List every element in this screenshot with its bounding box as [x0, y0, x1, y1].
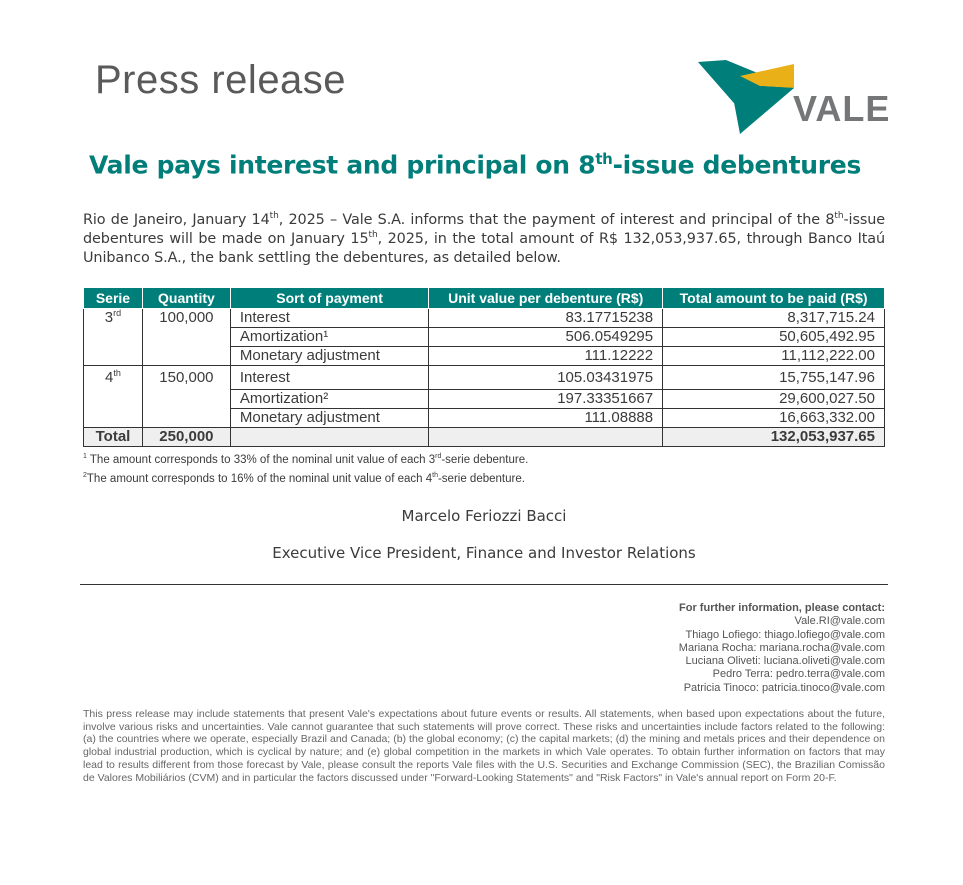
total-label: Total: [84, 428, 143, 447]
total-cell: 8,317,715.24: [663, 309, 885, 328]
sort-cell: Interest: [230, 309, 428, 328]
sort-cell: Amortization¹: [230, 328, 428, 347]
debenture-payment-table: [83, 287, 885, 447]
sort-cell: Interest: [230, 366, 428, 390]
col-quantity: Quantity: [142, 288, 230, 309]
total-cell: 29,600,027.50: [663, 390, 885, 409]
total-amount: 132,053,937.65: [663, 428, 885, 447]
intro-paragraph: Rio de Janeiro, January 14th, 2025 – Vale S.A. informs that the payment of interest and principal of the 8th-issue debentures will be made on January 15th, 2025, in the total amount of R$ 132,053,937.65, through Banco Itaú Unibanco S.A., the bank settling the debentures, as detailed below.: [83, 211, 886, 266]
document-type-title: Press release: [95, 58, 347, 102]
contacts-block: [679, 602, 885, 695]
col-total-amount: Total amount to be paid (R$): [663, 288, 885, 309]
table-total-row: [84, 428, 885, 447]
col-unit-value: Unit value per debenture (R$): [429, 288, 663, 309]
headline: Vale pays interest and principal on 8th-issue debentures: [89, 150, 862, 180]
disclaimer: This press release may include statements that present Vale's expectations about future events or results. All statements, when based upon expectations about the future, involve various risks and uncertainties. Vale cannot guarantee that such statements will prove correct. These risks and uncertainties include factors related to the following: (a) the countries where we operate, especially Brazil and Canada; (b) the global economy; (c) the capital markets; (d) the mining and metals prices and their dependence on global industrial production, which is cyclical by nature; and (e) global competition in the markets in which Vale operates. To obtain further information on factors that may lead to results different from those forecast by Vale, please consult the reports Vale files with the U.S. Securities and Exchange Commission (SEC), the Brazilian Comissão de Valores Mobiliários (CVM) and in particular the factors discussed under "Forward-Looking Statements" and "Risk Factors" in Vale's annual report on Form 20-F.: [83, 708, 885, 784]
total-cell: 11,112,222.00: [663, 347, 885, 366]
table-row: [84, 366, 885, 390]
unit-cell: 105.03431975: [429, 366, 663, 390]
total-cell: 50,605,492.95: [663, 328, 885, 347]
unit-cell: 197.33351667: [429, 390, 663, 409]
col-sort-of-payment: Sort of payment: [230, 288, 428, 309]
contacts-heading: For further information, please contact:: [679, 602, 885, 614]
vale-logo-text: VALE: [793, 88, 891, 129]
sort-cell: Monetary adjustment: [230, 347, 428, 366]
col-serie: Serie: [84, 288, 143, 309]
unit-cell: 506.0549295: [429, 328, 663, 347]
unit-cell: 111.08888: [429, 409, 663, 428]
serie-cell: 3rd: [84, 309, 143, 366]
signatory-role: Executive Vice President, Finance and Investor Relations: [272, 544, 696, 562]
sort-cell: Monetary adjustment: [230, 409, 428, 428]
contact-line[interactable]: Pedro Terra: pedro.terra@vale.com: [712, 668, 885, 681]
contact-line[interactable]: Vale.RI@vale.com: [794, 615, 885, 628]
footnote-1: $^1$ The amount corresponds to 33% of the nominal unit value of each 3rd-serie debenture.: [83, 453, 529, 466]
quantity-cell: 100,000: [142, 309, 230, 366]
footnote-2: $^2$The amount corresponds to 16% of the nominal unit value of each 4th-serie debenture.: [83, 472, 525, 485]
contact-line[interactable]: Patricia Tinoco: patricia.tinoco@vale.com: [683, 681, 885, 694]
total-cell: 15,755,147.96: [663, 366, 885, 390]
contact-line[interactable]: Mariana Rocha: mariana.rocha@vale.com: [678, 641, 885, 654]
total-cell: 16,663,332.00: [663, 409, 885, 428]
unit-cell: 111.12222: [429, 347, 663, 366]
empty-cell: [429, 428, 663, 447]
empty-cell: [230, 428, 428, 447]
total-quantity: 250,000: [142, 428, 230, 447]
serie-cell: 4th: [84, 366, 143, 428]
table-header-row: [84, 288, 885, 309]
sort-cell: Amortization²: [230, 390, 428, 409]
contact-line[interactable]: Luciana Oliveti: luciana.oliveti@vale.com: [685, 655, 885, 668]
quantity-cell: 150,000: [142, 366, 230, 428]
divider: [80, 584, 888, 585]
contact-line[interactable]: Thiago Lofiego: thiago.lofiego@vale.com: [685, 628, 885, 641]
table-row: [84, 309, 885, 328]
unit-cell: 83.17715238: [429, 309, 663, 328]
signatory-name: Marcelo Feriozzi Bacci: [401, 507, 567, 525]
